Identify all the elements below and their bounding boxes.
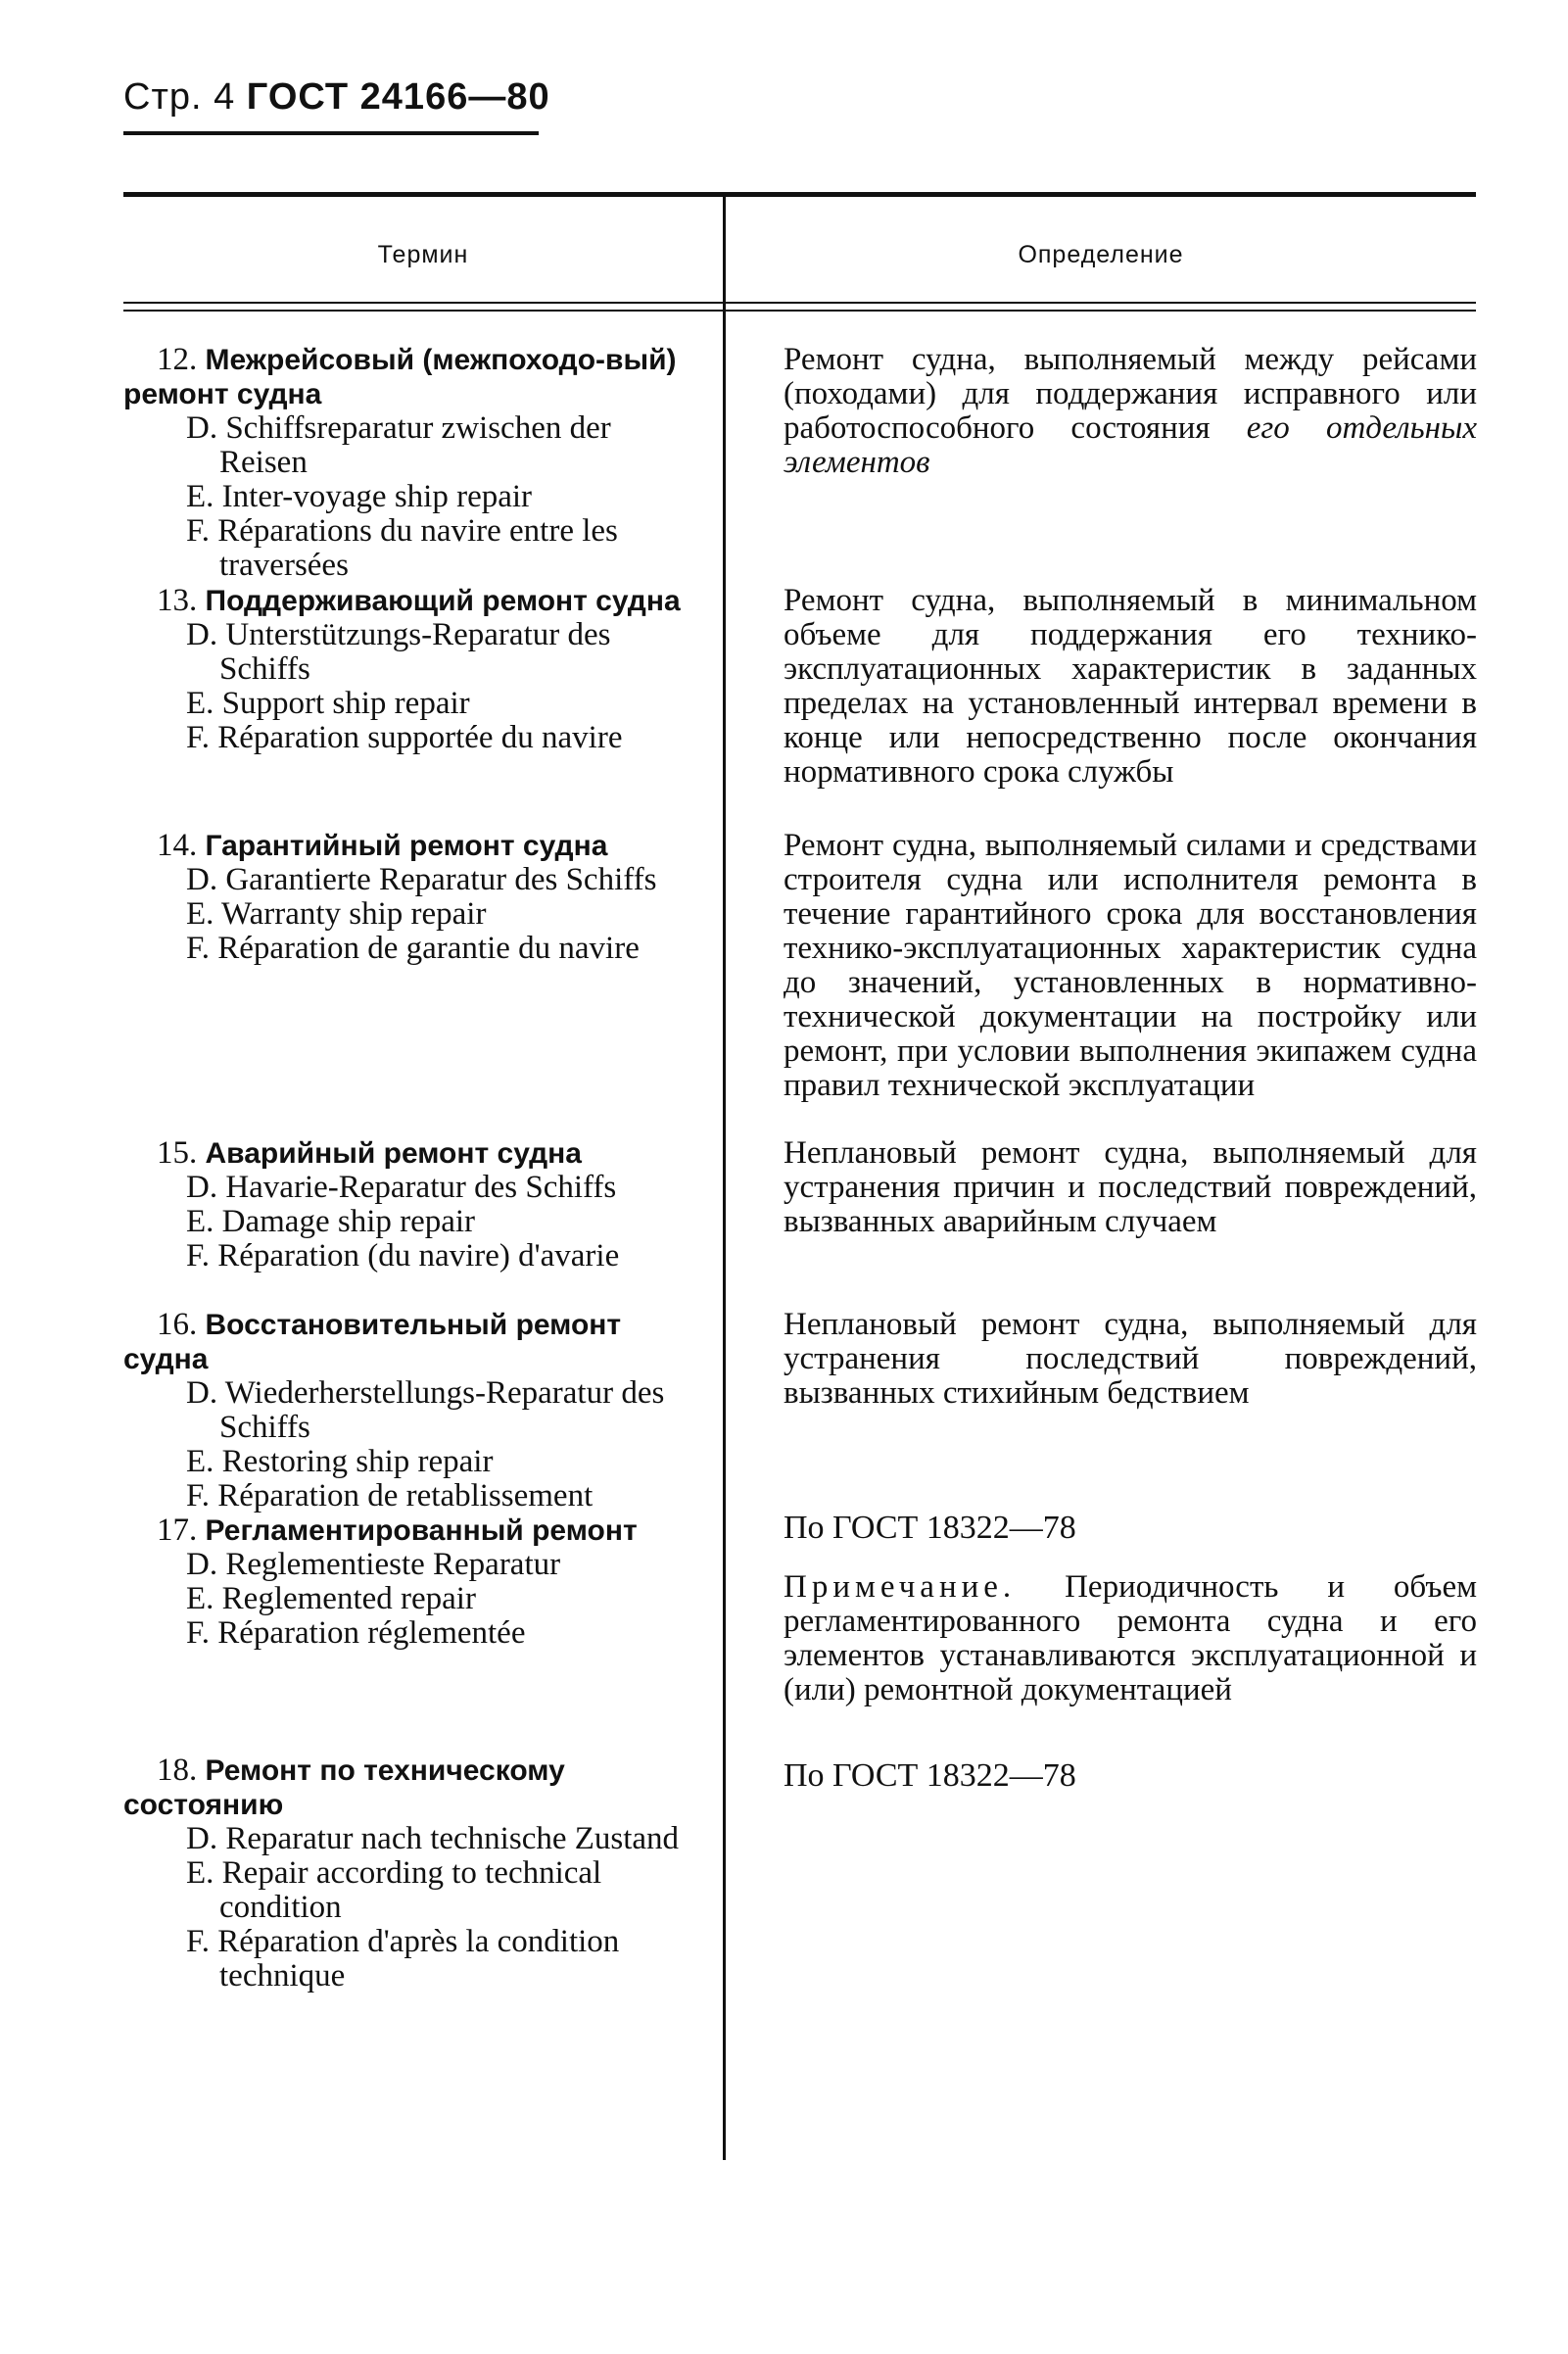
header-rule (123, 131, 539, 135)
definition-16 (784, 1308, 1477, 1411)
term-english: E. Repair according to technical condition (186, 1855, 602, 1925)
term-number: 12. (157, 342, 198, 377)
term-english: E. Inter-voyage ship repair (186, 479, 533, 514)
page-label: Стр. 4 (123, 76, 236, 118)
term-german: D. Havarie-Reparatur des Schiffs (186, 1170, 617, 1205)
definition-text: Ремонт судна, выполняемый силами и средствами строителя судна или исполнителя ремонта в течение гарантийного срока для восстановления технико-эксплуатационных характеристик судна до значений, установленных в нормативно-технической документации на постройку или ремонт, при условии выполнения экипажем судна правил технической эксплуатации (784, 828, 1477, 1103)
term-french: F. Réparation de retablissement (186, 1478, 594, 1513)
note-label: Примечание. (784, 1569, 1017, 1605)
definition-14 (784, 829, 1477, 1103)
definition-reference: По ГОСТ 18322—78 (784, 1757, 1076, 1794)
term-number: 16. (157, 1307, 198, 1342)
term-german: D. Unterstützungs-Reparatur des Schiffs (186, 617, 611, 687)
column-header-definition: Определение (1018, 241, 1184, 268)
note-text: Периодичность и объем регламентированного ремонта судна и его элементов устанавливаются эксплуатационной и (или) ремонтной документацией (784, 1569, 1477, 1707)
term-english: E. Restoring ship repair (186, 1444, 494, 1479)
standard-number: ГОСТ 24166—80 (246, 76, 550, 118)
term-15 (123, 1136, 693, 1273)
term-german: D. Reglementieste Reparatur (186, 1547, 561, 1582)
definition-13 (784, 584, 1477, 790)
definition-reference: По ГОСТ 18322—78 (784, 1510, 1076, 1546)
definition-17 (784, 1511, 1477, 1707)
definition-text: Неплановый ремонт судна, выполняемый для устранения причин и последствий повреждений, вызванных аварийным случаем (784, 1135, 1477, 1239)
term-french: F. Réparation (du navire) d'avarie (186, 1238, 620, 1273)
header-rule-upper (123, 302, 1476, 304)
term-french: F. Réparation supportée du navire (186, 720, 623, 755)
term-russian: Регламентированный ремонт (205, 1514, 638, 1547)
term-french: F. Réparations du navire entre les traversées (186, 513, 618, 583)
definition-text: Ремонт судна, выполняемый в минимальном объеме для поддержания его технико-эксплуатационных характеристик в заданных пределах на установленный интервал времени в конце или непосредственно после окончания нормативного срока службы (784, 583, 1477, 790)
term-number: 14. (157, 828, 198, 863)
term-russian: Межрейсовый (межпоходо-вый) ремонт судна (123, 344, 677, 410)
term-russian: Поддерживающий ремонт судна (205, 585, 681, 617)
term-number: 17. (157, 1513, 198, 1548)
definition-18 (784, 1758, 1477, 1793)
term-number: 15. (157, 1135, 198, 1171)
term-russian: Гарантийный ремонт судна (205, 830, 608, 862)
term-english: E. Support ship repair (186, 686, 470, 721)
definition-15 (784, 1136, 1477, 1239)
definition-12 (784, 343, 1477, 480)
term-number: 18. (157, 1753, 198, 1788)
term-english: E. Reglemented repair (186, 1581, 476, 1616)
term-english: E. Warranty ship repair (186, 896, 487, 932)
term-russian: Ремонт по техническому состоянию (123, 1754, 565, 1821)
term-german: D. Reparatur nach technische Zustand (186, 1821, 680, 1856)
definition-italic-text: его отдельных элементов (784, 410, 1477, 480)
term-german: D. Wiederherstellungs-Reparatur des Schiffs (186, 1375, 665, 1445)
term-german: D. Schiffsreparatur zwischen der Reisen (186, 410, 611, 480)
term-german: D. Garantierte Reparatur des Schiffs (186, 862, 657, 897)
header-rule-lower (123, 310, 1476, 312)
term-16 (123, 1308, 693, 1513)
term-english: E. Damage ship repair (186, 1204, 476, 1239)
term-13 (123, 584, 693, 755)
term-french: F. Réparation de garantie du navire (186, 931, 640, 966)
term-russian: Аварийный ремонт судна (205, 1137, 582, 1170)
page-header (123, 76, 550, 119)
term-number: 13. (157, 583, 198, 618)
term-russian: Восстановительный ремонт судна (123, 1309, 622, 1375)
definition-text: Ремонт судна, выполняемый между рейсами (походами) для поддержания исправного или работоспособного состояния (784, 342, 1477, 446)
term-french: F. Réparation d'après la condition technique (186, 1924, 620, 1994)
term-french: F. Réparation réglementée (186, 1615, 526, 1651)
term-14 (123, 829, 693, 966)
column-divider (723, 196, 726, 2160)
term-17 (123, 1513, 693, 1651)
term-18 (123, 1753, 693, 1994)
column-header-term: Термин (377, 241, 469, 268)
term-12 (123, 343, 693, 583)
table-top-rule (123, 192, 1476, 197)
definition-text: Неплановый ремонт судна, выполняемый для устранения последствий повреждений, вызванных стихийным бедствием (784, 1307, 1477, 1411)
